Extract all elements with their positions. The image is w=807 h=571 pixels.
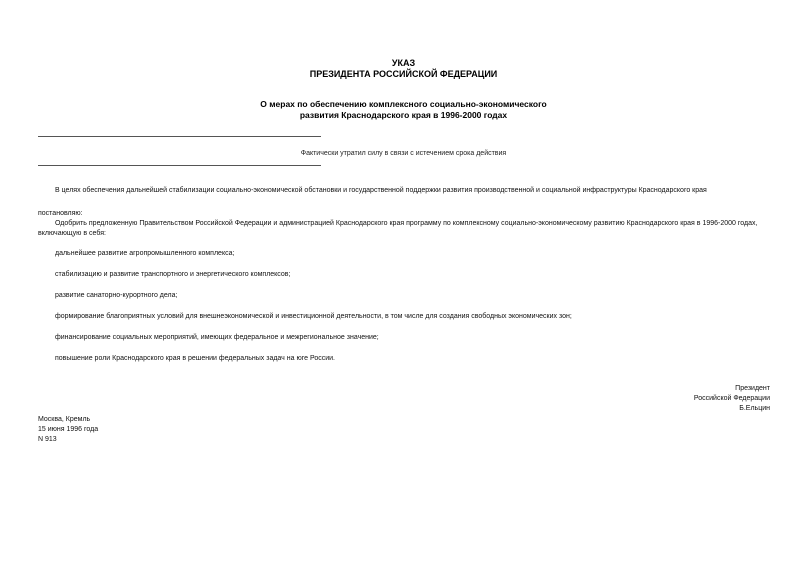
issuer-title: ПРЕЗИДЕНТА РОССИЙСКОЙ ФЕДЕРАЦИИ <box>309 69 498 79</box>
document-number: N 913 <box>38 436 57 443</box>
list-item: финансирование социальных мероприятий, имеющих федеральное и межрегиональное значение; <box>55 334 379 341</box>
list-item: стабилизацию и развитие транспортного и энергетического комплексов; <box>55 271 291 278</box>
divider-top <box>38 136 321 137</box>
signature-name: Б.Ельцин <box>739 405 770 412</box>
list-item: развитие санаторно-курортного дела; <box>55 292 178 299</box>
document-subject-line2: развития Краснодарского края в 1996-2000 годах <box>299 110 508 120</box>
document-type-title: УКАЗ <box>391 58 416 68</box>
signing-date: 15 июня 1996 года <box>38 426 99 433</box>
signature-title: Президент <box>735 385 770 392</box>
document-subject-line1: О мерах по обеспечению комплексного социально-экономического <box>260 99 547 109</box>
preamble-paragraph: В целях обеспечения дальнейшей стабилизации социально-экономической обстановки и государственной поддержки развития производственной и социальной инфраструктуры Краснодарского края <box>55 187 707 194</box>
decree-paragraph-1: Одобрить предложенную Правительством Российской Федерации и администрацией Краснодарского края программу по комплексному социально-экономическому развитию Краснодарского края в 1996-2000 годах, включающую в себя: <box>38 220 758 237</box>
list-item: повышение роли Краснодарского края в решении федеральных задач на юге России. <box>55 355 335 362</box>
signing-place: Москва, Кремль <box>38 416 91 423</box>
divider-bottom <box>38 165 321 166</box>
signature-office: Российской Федерации <box>693 395 770 402</box>
status-note: Фактически утратил силу в связи с истечением срока действия <box>300 150 507 157</box>
list-item: дальнейшее развитие агропромышленного комплекса; <box>55 250 235 257</box>
list-item: формирование благоприятных условий для внешнеэкономической и инвестиционной деятельности, в том числе для создания свободных экономических зон; <box>55 313 572 320</box>
decree-word: постановляю: <box>38 210 83 217</box>
